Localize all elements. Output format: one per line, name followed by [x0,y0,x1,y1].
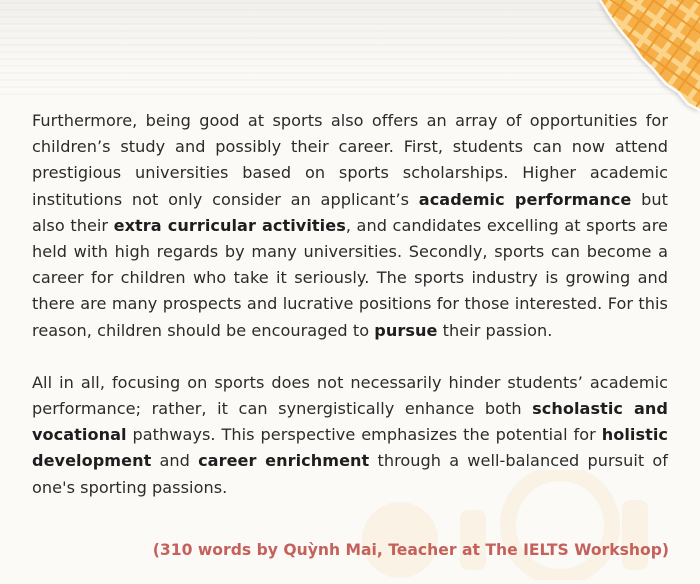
highlight-phrase: academic performance [418,189,632,209]
text-segment: pathways. This perspective emphasizes the potential for [126,425,602,445]
highlight-phrase: pursue [374,320,438,340]
orange-plaid-corner [550,0,700,120]
text-segment: through a well-balanced pursuit of one's sporting passions. [32,451,668,497]
paragraph-opportunities [32,108,668,344]
text-segment: but also their [32,189,668,235]
text-segment: and [151,451,199,471]
highlight-phrase: scholastic and vocational [32,399,668,445]
paragraph-conclusion [32,370,668,501]
essay-body [32,108,668,501]
text-segment: , and candidates excelling at sports are held with high regards by many universities. Secondly, sports can become a career for children who take it seriously. The sports industry is growing and there are many prospects and lucrative positions for those interested. For this reason, children should be encouraged to [32,215,668,340]
text-segment: Furthermore, being good at sports also offers an array of opportunities for children’s study and possibly their career. First, students can now attend prestigious universities based on sports scholarships. Higher academic institutions not only consider an applicant’s [32,111,668,209]
text-segment: All in all, focusing on sports does not necessarily hinder students’ academic performance; rather, it can synergistically enhance both [32,372,668,419]
highlight-phrase: holistic development [32,425,668,471]
text-segment: their passion. [437,320,553,340]
author-attribution: (310 words by Quỳnh Mai, Teacher at The IELTS Workshop) [152,541,669,559]
highlight-phrase: career enrichment [198,451,370,471]
highlight-phrase: extra curricular activities [113,215,346,235]
